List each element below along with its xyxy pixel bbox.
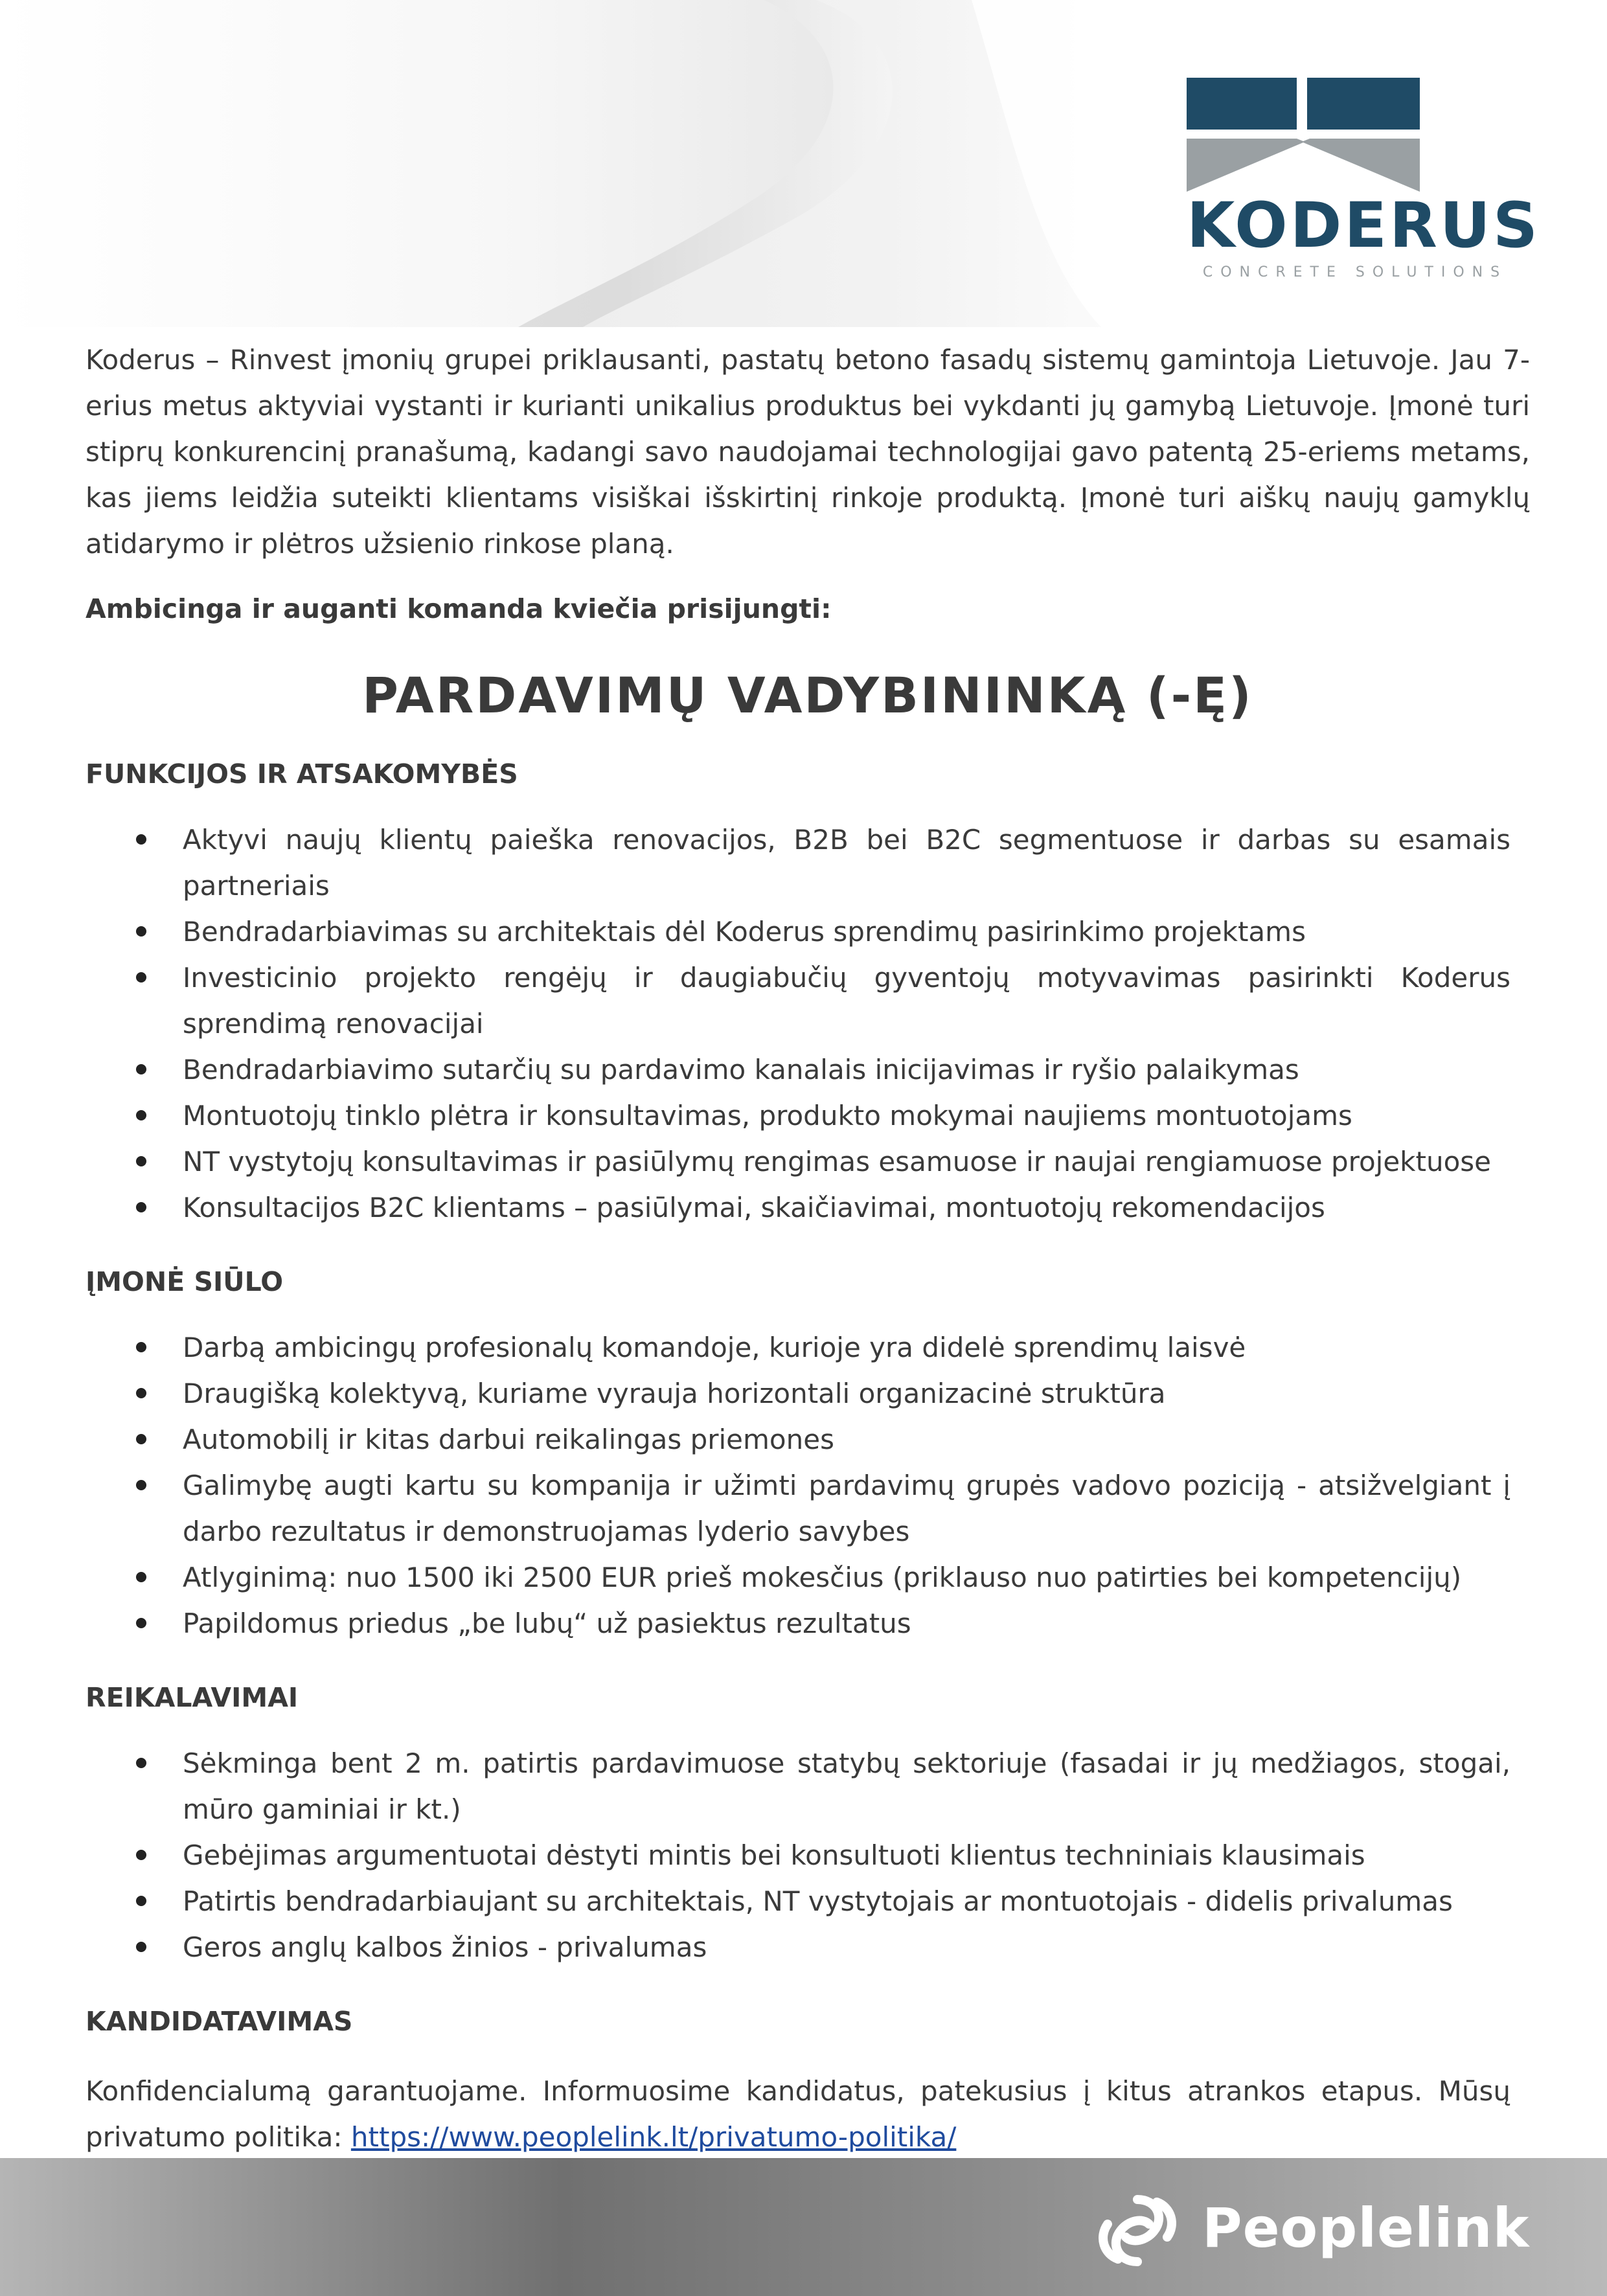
list-item: Konsultacijos B2C klientams – pasiūlymai, skaičiavimai, montuotojų rekomendacijos <box>183 1185 1530 1231</box>
invite-line: Ambicinga ir auganti komanda kviečia prisijungti: <box>85 593 832 624</box>
list-item: Darbą ambicingų profesionalų komandoje, kurioje yra didelė sprendimų laisvė <box>183 1324 1530 1370</box>
list-item: Atlyginimą: nuo 1500 iki 2500 EUR prieš mokesčius (priklauso nuo patirties bei kompetencijų) <box>183 1554 1530 1600</box>
company-intro: Koderus – Rinvest įmonių grupei priklausanti, pastatų betono fasadų sistemų gamintoja Lietuvoje. Jau 7-erius metus aktyviai vystanti ir kurianti unikalius produktus bei vykdanti jų gamybą Lietuvoje. Įmonė turi stiprų konkurencinį pranašumą, kadangi savo naudojamai technologijai gavo patentą 25-eriems metams, kas jiems leidžia suteikti klientams visiškai išskirtinį rinkoje produktą. Įmonė turi aiškų naujų gamyklų atidarymo ir plėtros užsienio rinkose planą. <box>85 344 1530 560</box>
footer-brand-name: Peoplelink <box>1202 2196 1530 2260</box>
candidacy-text <box>85 2068 1530 2160</box>
list-item: Patirtis bendradarbiaujant su architektais, NT vystytojais ar montuotojais - didelis privalumas <box>183 1878 1530 1924</box>
peoplelink-mark-icon <box>1092 2192 1183 2269</box>
peoplelink-logo <box>1092 2192 1530 2269</box>
logo-tagline: CONCRETE SOLUTIONS <box>1202 264 1508 280</box>
section-title-candidacy: KANDIDATAVIMAS <box>85 2006 353 2037</box>
requirements-list <box>85 1740 1530 1970</box>
list-item: Geros anglų kalbos žinios - privalumas <box>183 1924 1530 1970</box>
list-item: Aktyvi naujų klientų paieška renovacijos, B2B bei B2C segmentuose ir darbas su esamais partneriais <box>183 817 1530 909</box>
candidacy-body: Konfidencialumą garantuojame. Informuosime kandidatus, patekusius į kitus atrankos etapus. Mūsų privatumo politika: <box>85 2075 1510 2153</box>
list-item: Gebėjimas argumentuotai dėstyti mintis bei konsultuoti klientus techniniais klausimais <box>183 1832 1530 1878</box>
list-item: Investicinio projekto rengėjų ir daugiabučių gyventojų motyvavimas pasirinkti Koderus sprendimą renovacijai <box>183 955 1530 1047</box>
koderus-logo <box>1187 78 1540 291</box>
koderus-logo-mark <box>1187 78 1420 194</box>
list-item: Sėkminga bent 2 m. patirtis pardavimuose statybų sektoriuje (fasadai ir jų medžiagos, stogai, mūro gaminiai ir kt.) <box>183 1740 1530 1832</box>
list-item: Draugišką kolektyvą, kuriame vyrauja horizontali organizacinė struktūra <box>183 1370 1530 1416</box>
list-item: Bendradarbiavimo sutarčių su pardavimo kanalais inicijavimas ir ryšio palaikymas <box>183 1047 1530 1093</box>
list-item: Galimybę augti kartu su kompanija ir užimti pardavimų grupės vadovo poziciją - atsižvelgiant į darbo rezultatus ir demonstruojamas lyderio savybes <box>183 1462 1530 1554</box>
job-title: PARDAVIMŲ VADYBININKĄ (-Ę) <box>362 666 1253 724</box>
footer-band <box>0 2158 1607 2296</box>
privacy-policy-link[interactable]: https://www.peoplelink.lt/privatumo-politika/ <box>350 2121 957 2153</box>
list-item: Papildomus priedus „be lubų“ už pasiektus rezultatus <box>183 1600 1530 1646</box>
job-posting <box>85 337 1530 2160</box>
offer-list <box>85 1324 1530 1646</box>
list-item: Automobilį ir kitas darbui reikalingas priemones <box>183 1416 1530 1462</box>
section-title-functions: FUNKCIJOS IR ATSAKOMYBĖS <box>85 758 518 790</box>
section-title-offer: ĮMONĖ SIŪLO <box>85 1266 284 1297</box>
logo-wordmark: KODERUS <box>1187 189 1540 262</box>
section-title-requirements: REIKALAVIMAI <box>85 1682 299 1713</box>
list-item: NT vystytojų konsultavimas ir pasiūlymų rengimas esamuose ir naujai rengiamuose projektuose <box>183 1139 1530 1185</box>
list-item: Montuotojų tinklo plėtra ir konsultavimas, produkto mokymai naujiems montuotojams <box>183 1093 1530 1139</box>
header-band <box>0 0 1607 327</box>
list-item: Bendradarbiavimas su architektais dėl Koderus sprendimų pasirinkimo projektams <box>183 909 1530 955</box>
functions-list <box>85 817 1530 1231</box>
